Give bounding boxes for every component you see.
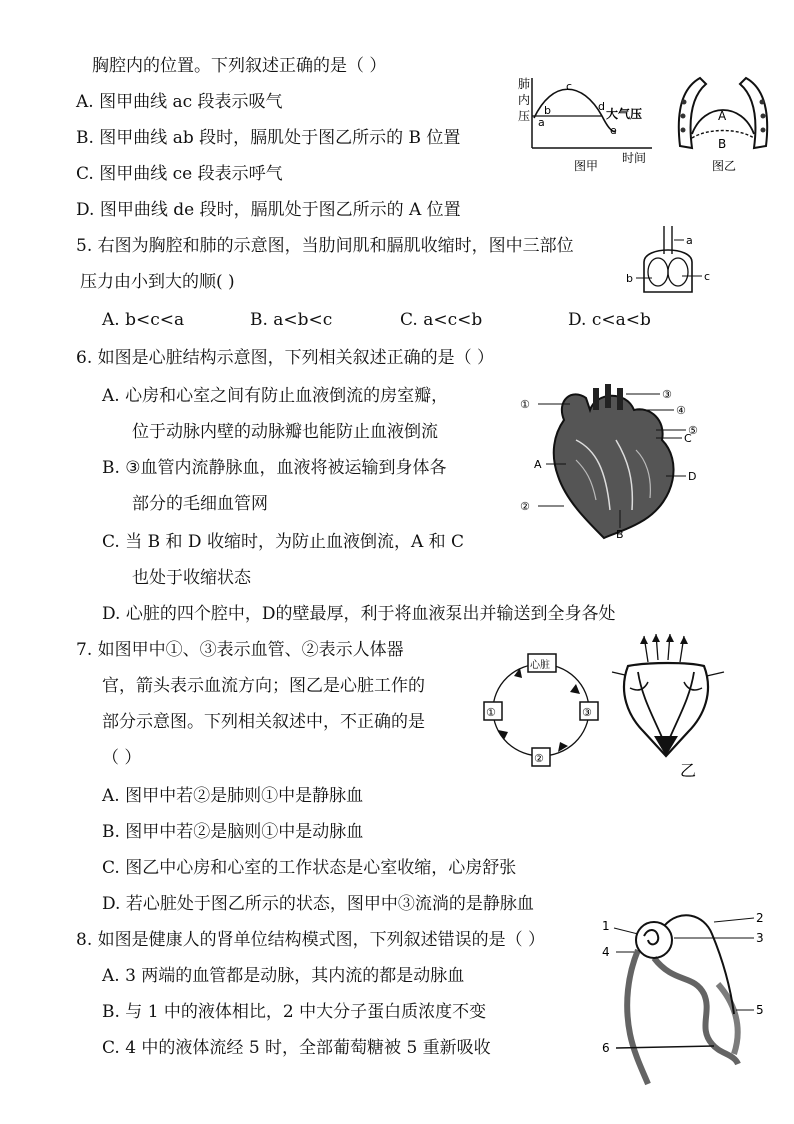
- svg-text:4: 4: [602, 945, 610, 959]
- ylabel-char-3: 压: [518, 109, 531, 123]
- q7-stem-1: 7. 如图甲中①、③表示血管、②表示人体器: [76, 640, 404, 660]
- q7-stem-4: （ ）: [102, 748, 142, 768]
- caption-jia: 图甲: [574, 159, 599, 173]
- position-b-label: B: [718, 137, 727, 151]
- position-a-label: A: [718, 109, 727, 123]
- svg-text:a: a: [686, 234, 693, 247]
- q8-stem: 8. 如图是健康人的肾单位结构模式图，下列叙述错误的是（ ）: [76, 930, 546, 950]
- x-axis-label: 时间: [622, 151, 647, 165]
- q6-figure-heart: [516, 380, 716, 542]
- svg-text:B: B: [616, 528, 624, 541]
- q6-stem: 6. 如图是心脏结构示意图，下列相关叙述正确的是（ ）: [76, 348, 495, 368]
- q5-option-a: A. b<c<a: [102, 310, 185, 330]
- q4-figure-jia: [512, 74, 662, 174]
- svg-text:⑤: ⑤: [688, 424, 698, 437]
- svg-text:②: ②: [520, 500, 530, 513]
- q7-option-c: C. 图乙中心房和心室的工作状态是心室收缩，心房舒张: [102, 858, 517, 878]
- svg-text:C: C: [684, 432, 692, 445]
- svg-text:③: ③: [662, 388, 672, 401]
- q5-option-d: D. c<a<b: [568, 310, 651, 330]
- q5-option-c: C. a<c<b: [400, 310, 483, 330]
- q7-option-b: B. 图甲中若②是脑则①中是动脉血: [102, 822, 364, 842]
- svg-text:A: A: [534, 458, 542, 471]
- q7-figure-yi-heart: [608, 632, 728, 778]
- q8-option-c: C. 4 中的液体流经 5 时，全部葡萄糖被 5 重新吸收: [102, 1038, 491, 1058]
- q6-option-d: D. 心脏的四个腔中，D的壁最厚，利于将血液泵出并输送到全身各处: [102, 604, 616, 624]
- q4-option-a: A. 图甲曲线 ac 段表示吸气: [76, 92, 283, 112]
- svg-text:5: 5: [756, 1003, 764, 1017]
- svg-text:1: 1: [602, 919, 610, 933]
- svg-text:3: 3: [756, 931, 764, 945]
- q7-option-a: A. 图甲中若②是肺则①中是静脉血: [102, 786, 364, 806]
- svg-text:2: 2: [756, 911, 764, 925]
- caption-yi: 图乙: [712, 159, 737, 173]
- svg-text:c: c: [704, 270, 711, 283]
- q5-stem-1: 5. 右图为胸腔和肺的示意图，当肋间肌和膈肌收缩时，图中三部位: [76, 236, 574, 256]
- q8-figure-nephron: [594, 904, 774, 1088]
- q4-figure-yi: [670, 72, 776, 176]
- q6-option-a-line2: 位于动脉内壁的动脉瓣也能防止血液倒流: [132, 422, 438, 442]
- q7-stem-2: 官，箭头表示血流方向；图乙是心脏工作的: [102, 676, 425, 696]
- q4-option-b: B. 图甲曲线 ab 段时，膈肌处于图乙所示的 B 位置: [76, 128, 461, 148]
- ylabel-char-1: 肺: [518, 77, 531, 91]
- svg-text:④: ④: [676, 404, 686, 417]
- q6-option-c-line2: 也处于收缩状态: [132, 568, 251, 588]
- svg-text:b: b: [626, 272, 633, 285]
- q4-option-d: D. 图甲曲线 de 段时，膈肌处于图乙所示的 A 位置: [76, 200, 461, 220]
- q7-stem-3: 部分示意图。下列相关叙述中，不正确的是: [102, 712, 425, 732]
- svg-text:②: ②: [534, 752, 544, 765]
- atm-label: 大气压: [606, 107, 643, 121]
- q8-option-b: B. 与 1 中的液体相比，2 中大分子蛋白质浓度不变: [102, 1002, 487, 1022]
- q6-option-c-line1: C. 当 B 和 D 收缩时，为防止血液倒流，A 和 C: [102, 532, 465, 552]
- svg-text:①: ①: [520, 398, 530, 411]
- svg-text:①: ①: [486, 706, 496, 719]
- q4-option-c: C. 图甲曲线 ce 段表示呼气: [76, 164, 283, 184]
- q4-stem-continuation: 胸腔内的位置。下列叙述正确的是（ ）: [92, 56, 387, 76]
- q6-option-a-line1: A. 心房和心室之间有防止血液倒流的房室瓣，: [102, 386, 449, 406]
- q6-option-b-line2: 部分的毛细血管网: [132, 494, 268, 514]
- caption-yi: 乙: [680, 761, 697, 778]
- svg-text:e: e: [610, 124, 617, 137]
- svg-text:D: D: [688, 470, 697, 483]
- q6-option-b-line1: B. ③血管内流静脉血，血液将被运输到身体各: [102, 458, 447, 478]
- svg-text:6: 6: [602, 1041, 610, 1055]
- q5-figure-thorax: [624, 222, 714, 302]
- q7-figure-jia-circulation: [480, 650, 602, 770]
- q5-stem-2: 压力由小到大的顺( ): [80, 272, 235, 292]
- q8-option-a: A. 3 两端的血管都是动脉，其内流的都是动脉血: [102, 966, 465, 986]
- svg-text:c: c: [566, 80, 573, 93]
- svg-text:③: ③: [582, 706, 592, 719]
- svg-text:a: a: [538, 116, 545, 129]
- ylabel-char-2: 内: [518, 93, 531, 107]
- svg-text:b: b: [544, 104, 551, 117]
- heart-box-label: 心脏: [530, 660, 550, 671]
- q7-option-d: D. 若心脏处于图乙所示的状态，图甲中③流淌的是静脉血: [102, 894, 534, 914]
- q5-option-b: B. a<b<c: [250, 310, 333, 330]
- svg-text:d: d: [598, 100, 605, 113]
